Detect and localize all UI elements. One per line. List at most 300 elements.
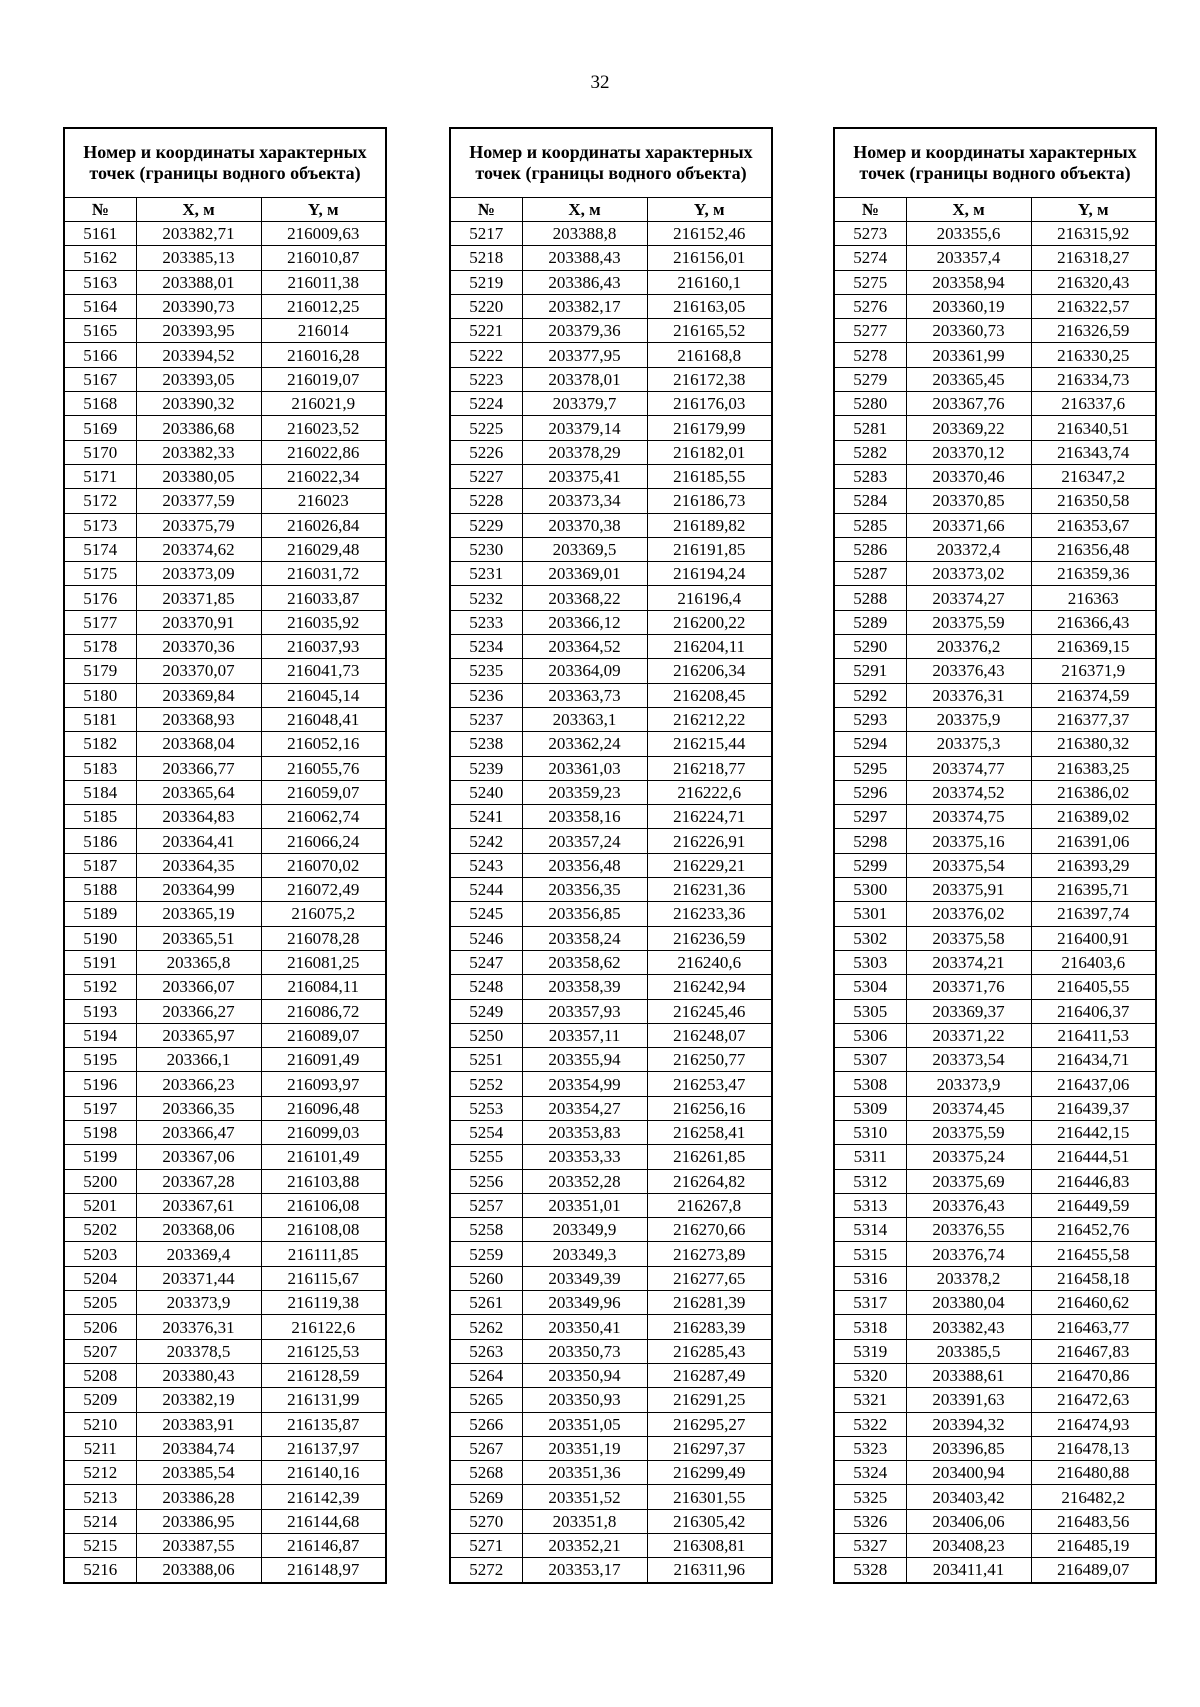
table-row — [450, 246, 772, 270]
table-row — [64, 343, 386, 367]
x-coordinate-cell: 203353,83 — [522, 1120, 647, 1144]
point-number-cell: 5321 — [834, 1388, 906, 1412]
y-coordinate-cell: 216301,55 — [647, 1485, 772, 1509]
table-row — [450, 562, 772, 586]
table-row — [64, 732, 386, 756]
x-coordinate-cell: 203365,8 — [136, 950, 261, 974]
table-row — [450, 610, 772, 634]
table-row — [834, 707, 1156, 731]
x-coordinate-cell: 203370,91 — [136, 610, 261, 634]
x-coordinate-cell: 203369,37 — [906, 999, 1031, 1023]
table-row — [64, 805, 386, 829]
y-coordinate-cell: 216330,25 — [1031, 343, 1156, 367]
table-row — [834, 440, 1156, 464]
point-number-cell: 5178 — [64, 635, 136, 659]
point-number-cell: 5172 — [64, 489, 136, 513]
x-coordinate-cell: 203380,43 — [136, 1363, 261, 1387]
x-coordinate-cell: 203376,43 — [906, 1193, 1031, 1217]
table-row — [450, 999, 772, 1023]
y-coordinate-cell: 216437,06 — [1031, 1072, 1156, 1096]
y-coordinate-cell: 216016,28 — [261, 343, 386, 367]
y-coordinate-cell: 216258,41 — [647, 1120, 772, 1144]
y-coordinate-cell: 216137,97 — [261, 1436, 386, 1460]
point-number-cell: 5272 — [450, 1558, 522, 1583]
y-coordinate-cell: 216315,92 — [1031, 222, 1156, 246]
point-number-cell: 5233 — [450, 610, 522, 634]
table-row — [834, 1096, 1156, 1120]
point-number-cell: 5230 — [450, 537, 522, 561]
y-coordinate-cell: 216062,74 — [261, 805, 386, 829]
x-coordinate-cell: 203390,73 — [136, 294, 261, 318]
point-number-cell: 5313 — [834, 1193, 906, 1217]
x-coordinate-cell: 203370,38 — [522, 513, 647, 537]
y-coordinate-cell: 216434,71 — [1031, 1048, 1156, 1072]
point-number-cell: 5291 — [834, 659, 906, 683]
x-coordinate-cell: 203365,45 — [906, 367, 1031, 391]
table-row — [834, 975, 1156, 999]
x-coordinate-cell: 203386,68 — [136, 416, 261, 440]
table-row — [450, 1388, 772, 1412]
x-coordinate-cell: 203375,59 — [906, 610, 1031, 634]
x-coordinate-cell: 203349,3 — [522, 1242, 647, 1266]
x-coordinate-cell: 203351,8 — [522, 1509, 647, 1533]
y-coordinate-cell: 216048,41 — [261, 707, 386, 731]
point-number-cell: 5245 — [450, 902, 522, 926]
table-row — [64, 270, 386, 294]
point-number-cell: 5194 — [64, 1023, 136, 1047]
table-row — [64, 610, 386, 634]
table-row — [64, 319, 386, 343]
x-coordinate-cell: 203377,95 — [522, 343, 647, 367]
x-coordinate-cell: 203375,69 — [906, 1169, 1031, 1193]
table-row — [64, 489, 386, 513]
x-coordinate-cell: 203366,23 — [136, 1072, 261, 1096]
y-coordinate-cell: 216353,67 — [1031, 513, 1156, 537]
x-coordinate-cell: 203374,62 — [136, 537, 261, 561]
x-coordinate-cell: 203357,4 — [906, 246, 1031, 270]
point-number-cell: 5289 — [834, 610, 906, 634]
y-coordinate-cell: 216444,51 — [1031, 1145, 1156, 1169]
point-number-cell: 5323 — [834, 1436, 906, 1460]
table-row — [64, 829, 386, 853]
x-coordinate-cell: 203370,46 — [906, 464, 1031, 488]
y-coordinate-cell: 216179,99 — [647, 416, 772, 440]
point-number-cell: 5184 — [64, 780, 136, 804]
y-coordinate-cell: 216242,94 — [647, 975, 772, 999]
point-number-cell: 5261 — [450, 1291, 522, 1315]
x-coordinate-cell: 203357,93 — [522, 999, 647, 1023]
x-coordinate-cell: 203394,32 — [906, 1412, 1031, 1436]
table-row — [64, 1048, 386, 1072]
table-row — [834, 683, 1156, 707]
point-number-cell: 5206 — [64, 1315, 136, 1339]
point-number-cell: 5161 — [64, 222, 136, 246]
y-coordinate-cell: 216253,47 — [647, 1072, 772, 1096]
x-coordinate-cell: 203375,41 — [522, 464, 647, 488]
y-coordinate-cell: 216391,06 — [1031, 829, 1156, 853]
point-number-cell: 5271 — [450, 1534, 522, 1558]
point-number-cell: 5231 — [450, 562, 522, 586]
x-coordinate-cell: 203400,94 — [906, 1461, 1031, 1485]
point-number-cell: 5265 — [450, 1388, 522, 1412]
x-coordinate-cell: 203383,91 — [136, 1412, 261, 1436]
y-coordinate-cell: 216194,24 — [647, 562, 772, 586]
point-number-cell: 5242 — [450, 829, 522, 853]
point-number-cell: 5286 — [834, 537, 906, 561]
x-coordinate-cell: 203390,32 — [136, 392, 261, 416]
x-coordinate-cell: 203376,2 — [906, 635, 1031, 659]
table-row — [834, 294, 1156, 318]
point-number-cell: 5223 — [450, 367, 522, 391]
x-coordinate-cell: 203380,05 — [136, 464, 261, 488]
y-coordinate-cell: 216308,81 — [647, 1534, 772, 1558]
point-number-cell: 5228 — [450, 489, 522, 513]
table-row — [834, 1072, 1156, 1096]
table-row — [834, 343, 1156, 367]
table-row — [450, 1534, 772, 1558]
y-coordinate-cell: 216212,22 — [647, 707, 772, 731]
y-coordinate-cell: 216072,49 — [261, 878, 386, 902]
x-coordinate-cell: 203375,9 — [906, 707, 1031, 731]
y-coordinate-cell: 216009,63 — [261, 222, 386, 246]
x-coordinate-cell: 203360,73 — [906, 319, 1031, 343]
x-coordinate-cell: 203376,31 — [906, 683, 1031, 707]
x-coordinate-cell: 203358,62 — [522, 950, 647, 974]
x-coordinate-cell: 203375,59 — [906, 1120, 1031, 1144]
x-coordinate-cell: 203354,27 — [522, 1096, 647, 1120]
x-coordinate-cell: 203371,85 — [136, 586, 261, 610]
table-row — [834, 1534, 1156, 1558]
point-number-cell: 5311 — [834, 1145, 906, 1169]
y-coordinate-cell: 216442,15 — [1031, 1120, 1156, 1144]
point-number-cell: 5165 — [64, 319, 136, 343]
x-coordinate-cell: 203367,28 — [136, 1169, 261, 1193]
point-number-cell: 5290 — [834, 635, 906, 659]
point-number-cell: 5324 — [834, 1461, 906, 1485]
point-number-cell: 5207 — [64, 1339, 136, 1363]
x-coordinate-cell: 203382,19 — [136, 1388, 261, 1412]
y-coordinate-cell: 216022,86 — [261, 440, 386, 464]
table-row — [64, 999, 386, 1023]
point-number-cell: 5185 — [64, 805, 136, 829]
x-coordinate-cell: 203373,34 — [522, 489, 647, 513]
x-coordinate-cell: 203361,03 — [522, 756, 647, 780]
x-coordinate-cell: 203358,24 — [522, 926, 647, 950]
point-number-cell: 5251 — [450, 1048, 522, 1072]
table-row — [64, 1072, 386, 1096]
x-coordinate-cell: 203372,4 — [906, 537, 1031, 561]
table-row — [834, 1363, 1156, 1387]
table-row — [450, 975, 772, 999]
y-coordinate-cell: 216458,18 — [1031, 1266, 1156, 1290]
point-number-cell: 5243 — [450, 853, 522, 877]
point-number-cell: 5247 — [450, 950, 522, 974]
table-row — [64, 1558, 386, 1583]
y-coordinate-cell: 216485,19 — [1031, 1534, 1156, 1558]
table-row — [450, 1145, 772, 1169]
x-coordinate-cell: 203375,24 — [906, 1145, 1031, 1169]
table-row — [450, 1509, 772, 1533]
x-coordinate-cell: 203375,91 — [906, 878, 1031, 902]
y-coordinate-cell: 216055,76 — [261, 756, 386, 780]
x-coordinate-cell: 203382,17 — [522, 294, 647, 318]
table-row — [450, 1266, 772, 1290]
y-coordinate-cell: 216233,36 — [647, 902, 772, 926]
table-row — [450, 707, 772, 731]
table-row — [450, 416, 772, 440]
y-coordinate-cell: 216189,82 — [647, 513, 772, 537]
point-number-cell: 5288 — [834, 586, 906, 610]
table-row — [450, 902, 772, 926]
x-coordinate-cell: 203393,95 — [136, 319, 261, 343]
table-row — [64, 1339, 386, 1363]
point-number-cell: 5314 — [834, 1218, 906, 1242]
table-row — [834, 1023, 1156, 1047]
point-number-cell: 5171 — [64, 464, 136, 488]
x-coordinate-cell: 203388,61 — [906, 1363, 1031, 1387]
table-row — [450, 294, 772, 318]
y-coordinate-cell: 216248,07 — [647, 1023, 772, 1047]
column-header-number: № — [834, 198, 906, 222]
point-number-cell: 5315 — [834, 1242, 906, 1266]
table-row — [64, 1461, 386, 1485]
point-number-cell: 5312 — [834, 1169, 906, 1193]
y-coordinate-cell: 216021,9 — [261, 392, 386, 416]
point-number-cell: 5274 — [834, 246, 906, 270]
y-coordinate-cell: 216066,24 — [261, 829, 386, 853]
x-coordinate-cell: 203356,35 — [522, 878, 647, 902]
y-coordinate-cell: 216460,62 — [1031, 1291, 1156, 1315]
y-coordinate-cell: 216168,8 — [647, 343, 772, 367]
table-row — [450, 392, 772, 416]
y-coordinate-cell: 216452,76 — [1031, 1218, 1156, 1242]
x-coordinate-cell: 203380,04 — [906, 1291, 1031, 1315]
y-coordinate-cell: 216231,36 — [647, 878, 772, 902]
y-coordinate-cell: 216340,51 — [1031, 416, 1156, 440]
x-coordinate-cell: 203375,79 — [136, 513, 261, 537]
table-row — [450, 270, 772, 294]
table-row — [450, 926, 772, 950]
y-coordinate-cell: 216256,16 — [647, 1096, 772, 1120]
y-coordinate-cell: 216386,02 — [1031, 780, 1156, 804]
x-coordinate-cell: 203371,76 — [906, 975, 1031, 999]
page-number: 32 — [590, 72, 610, 93]
x-coordinate-cell: 203350,73 — [522, 1339, 647, 1363]
point-number-cell: 5300 — [834, 878, 906, 902]
point-number-cell: 5276 — [834, 294, 906, 318]
table-row — [834, 246, 1156, 270]
point-number-cell: 5320 — [834, 1363, 906, 1387]
x-coordinate-cell: 203369,84 — [136, 683, 261, 707]
y-coordinate-cell: 216037,93 — [261, 635, 386, 659]
point-number-cell: 5195 — [64, 1048, 136, 1072]
x-coordinate-cell: 203376,02 — [906, 902, 1031, 926]
point-number-cell: 5193 — [64, 999, 136, 1023]
table-row — [64, 756, 386, 780]
x-coordinate-cell: 203369,4 — [136, 1242, 261, 1266]
point-number-cell: 5182 — [64, 732, 136, 756]
table-row — [450, 635, 772, 659]
x-coordinate-cell: 203373,09 — [136, 562, 261, 586]
table-row — [450, 464, 772, 488]
table-row — [64, 222, 386, 246]
table-row — [834, 1558, 1156, 1583]
x-coordinate-cell: 203366,07 — [136, 975, 261, 999]
point-number-cell: 5268 — [450, 1461, 522, 1485]
y-coordinate-cell: 216010,87 — [261, 246, 386, 270]
point-number-cell: 5198 — [64, 1120, 136, 1144]
table-row — [450, 1363, 772, 1387]
table-row — [834, 562, 1156, 586]
y-coordinate-cell: 216371,9 — [1031, 659, 1156, 683]
table-row — [64, 562, 386, 586]
table-row — [834, 392, 1156, 416]
y-coordinate-cell: 216356,48 — [1031, 537, 1156, 561]
x-coordinate-cell: 203364,35 — [136, 853, 261, 877]
point-number-cell: 5295 — [834, 756, 906, 780]
table-row — [834, 489, 1156, 513]
point-number-cell: 5238 — [450, 732, 522, 756]
x-coordinate-cell: 203370,12 — [906, 440, 1031, 464]
y-coordinate-cell: 216022,34 — [261, 464, 386, 488]
point-number-cell: 5240 — [450, 780, 522, 804]
table-row — [834, 1509, 1156, 1533]
y-coordinate-cell: 216176,03 — [647, 392, 772, 416]
point-number-cell: 5226 — [450, 440, 522, 464]
y-coordinate-cell: 216359,36 — [1031, 562, 1156, 586]
y-coordinate-cell: 216322,57 — [1031, 294, 1156, 318]
column-header-y: Y, м — [647, 198, 772, 222]
y-coordinate-cell: 216163,05 — [647, 294, 772, 318]
point-number-cell: 5196 — [64, 1072, 136, 1096]
table-row — [834, 416, 1156, 440]
y-coordinate-cell: 216099,03 — [261, 1120, 386, 1144]
point-number-cell: 5317 — [834, 1291, 906, 1315]
x-coordinate-cell: 203403,42 — [906, 1485, 1031, 1509]
x-coordinate-cell: 203378,01 — [522, 367, 647, 391]
table-row — [64, 1485, 386, 1509]
x-coordinate-cell: 203364,09 — [522, 659, 647, 683]
x-coordinate-cell: 203364,83 — [136, 805, 261, 829]
y-coordinate-cell: 216261,85 — [647, 1145, 772, 1169]
x-coordinate-cell: 203358,94 — [906, 270, 1031, 294]
point-number-cell: 5257 — [450, 1193, 522, 1217]
table-row — [450, 780, 772, 804]
x-coordinate-cell: 203366,1 — [136, 1048, 261, 1072]
table-row — [450, 829, 772, 853]
point-number-cell: 5169 — [64, 416, 136, 440]
y-coordinate-cell: 216182,01 — [647, 440, 772, 464]
x-coordinate-cell: 203388,06 — [136, 1558, 261, 1583]
x-coordinate-cell: 203386,28 — [136, 1485, 261, 1509]
point-number-cell: 5264 — [450, 1363, 522, 1387]
point-number-cell: 5259 — [450, 1242, 522, 1266]
point-number-cell: 5174 — [64, 537, 136, 561]
x-coordinate-cell: 203376,55 — [906, 1218, 1031, 1242]
x-coordinate-cell: 203369,5 — [522, 537, 647, 561]
y-coordinate-cell: 216483,56 — [1031, 1509, 1156, 1533]
table-row — [64, 1096, 386, 1120]
y-coordinate-cell: 216075,2 — [261, 902, 386, 926]
table-row — [64, 367, 386, 391]
table-row — [64, 707, 386, 731]
x-coordinate-cell: 203373,9 — [136, 1291, 261, 1315]
point-number-cell: 5325 — [834, 1485, 906, 1509]
point-number-cell: 5229 — [450, 513, 522, 537]
x-coordinate-cell: 203374,77 — [906, 756, 1031, 780]
table-row — [64, 1120, 386, 1144]
x-coordinate-cell: 203365,19 — [136, 902, 261, 926]
y-coordinate-cell: 216011,38 — [261, 270, 386, 294]
x-coordinate-cell: 203351,36 — [522, 1461, 647, 1485]
x-coordinate-cell: 203371,44 — [136, 1266, 261, 1290]
x-coordinate-cell: 203378,5 — [136, 1339, 261, 1363]
table-row — [834, 756, 1156, 780]
x-coordinate-cell: 203375,58 — [906, 926, 1031, 950]
table-row — [64, 659, 386, 683]
point-number-cell: 5326 — [834, 1509, 906, 1533]
table-row — [450, 1120, 772, 1144]
table-row — [834, 999, 1156, 1023]
table-row — [64, 1242, 386, 1266]
point-number-cell: 5262 — [450, 1315, 522, 1339]
x-coordinate-cell: 203371,66 — [906, 513, 1031, 537]
x-coordinate-cell: 203351,05 — [522, 1412, 647, 1436]
x-coordinate-cell: 203351,19 — [522, 1436, 647, 1460]
y-coordinate-cell: 216277,65 — [647, 1266, 772, 1290]
point-number-cell: 5202 — [64, 1218, 136, 1242]
point-number-cell: 5210 — [64, 1412, 136, 1436]
y-coordinate-cell: 216449,59 — [1031, 1193, 1156, 1217]
x-coordinate-cell: 203371,22 — [906, 1023, 1031, 1047]
y-coordinate-cell: 216135,87 — [261, 1412, 386, 1436]
point-number-cell: 5217 — [450, 222, 522, 246]
point-number-cell: 5294 — [834, 732, 906, 756]
table-row — [64, 246, 386, 270]
x-coordinate-cell: 203378,29 — [522, 440, 647, 464]
point-number-cell: 5192 — [64, 975, 136, 999]
y-coordinate-cell: 216215,44 — [647, 732, 772, 756]
point-number-cell: 5318 — [834, 1315, 906, 1339]
y-coordinate-cell: 216026,84 — [261, 513, 386, 537]
y-coordinate-cell: 216250,77 — [647, 1048, 772, 1072]
point-number-cell: 5175 — [64, 562, 136, 586]
point-number-cell: 5179 — [64, 659, 136, 683]
x-coordinate-cell: 203406,06 — [906, 1509, 1031, 1533]
y-coordinate-cell: 216397,74 — [1031, 902, 1156, 926]
y-coordinate-cell: 216091,49 — [261, 1048, 386, 1072]
point-number-cell: 5164 — [64, 294, 136, 318]
y-coordinate-cell: 216111,85 — [261, 1242, 386, 1266]
y-coordinate-cell: 216405,55 — [1031, 975, 1156, 999]
x-coordinate-cell: 203375,3 — [906, 732, 1031, 756]
y-coordinate-cell: 216236,59 — [647, 926, 772, 950]
x-coordinate-cell: 203384,74 — [136, 1436, 261, 1460]
table-caption: Номер и координаты характерных точек (границы водного объекта) — [450, 128, 772, 198]
y-coordinate-cell: 216140,16 — [261, 1461, 386, 1485]
y-coordinate-cell: 216472,63 — [1031, 1388, 1156, 1412]
table-row — [834, 1315, 1156, 1339]
y-coordinate-cell: 216374,59 — [1031, 683, 1156, 707]
table-row — [450, 537, 772, 561]
x-coordinate-cell: 203366,77 — [136, 756, 261, 780]
y-coordinate-cell: 216326,59 — [1031, 319, 1156, 343]
table-row — [834, 805, 1156, 829]
table-row — [450, 1315, 772, 1339]
point-number-cell: 5279 — [834, 367, 906, 391]
x-coordinate-cell: 203408,23 — [906, 1534, 1031, 1558]
y-coordinate-cell: 216084,11 — [261, 975, 386, 999]
